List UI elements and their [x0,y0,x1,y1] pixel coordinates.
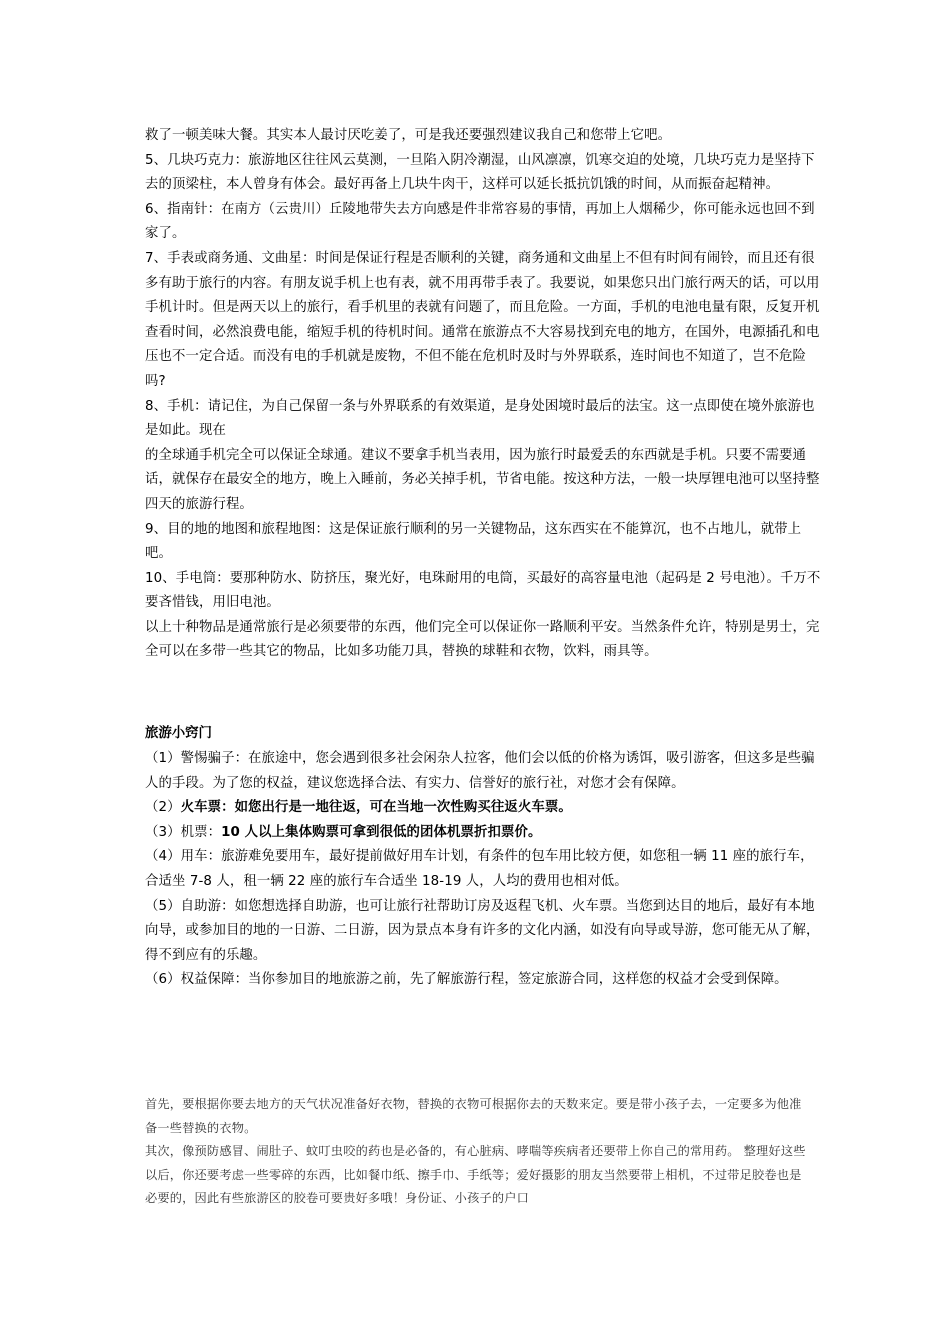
paragraph-item-maps: 9、目的地的地图和旅程地图：这是保证旅行顺利的另一关键物品，这东西实在不能算沉，也不占地儿，就带上吧。 [145,521,802,562]
paragraph-item-phone: 8、手机：请记住，为自己保留一条与外界联系的有效渠道，是身处困境时最后的法宝。这一点即使在境外旅游也是如此。现在 [145,398,815,439]
tip-train-text: 火车票：如您出行是一地往返，可在当地一次性购买往返火车票。 [180,800,572,816]
preparation-section [145,1093,810,1211]
tip-label: （3）机票： [145,824,222,840]
tip-air-text: 10 人以上集体购票可拿到很低的团体机票折扣票价。 [221,824,542,840]
paragraph-item-flashlight: 10、手电筒：要那种防水、防挤压，聚光好，电珠耐用的电筒，买最好的高容量电池（起码是 2 号电池）。千万不要吝惜钱，用旧电池。 [145,570,821,611]
tip-rights: （6）权益保障：当你参加目的地旅游之前，先了解旅游行程，签定旅游合同，这样您的权益才会受到保障。 [145,972,788,988]
tip-scams: （1）警惕骗子：在旅途中，您会遇到很多社会闲杂人拉客，他们会以低的价格为诱饵，吸引游客，但这多是些骗人的手段。为了您的权益，建议您选择合法、有实力、信誉好的旅行社，对您才会有保障。 [145,751,815,791]
paragraph-summary: 以上十种物品是通常旅行是必须要带的东西，他们完全可以保证你一路顺利平安。当然条件允许，特别是男士，完全可以在多带一些其它的物品，比如多功能刀具，替换的球鞋和衣物，饮料，雨具等。 [145,619,820,660]
tip-number: （2） [145,800,181,816]
paragraph-clothing: 首先，要根据你要去地方的天气状况准备好衣物，替换的衣物可根据你去的天数来定。要是带小孩子去，一定要多为他准备一些替换的衣物。 [145,1097,802,1135]
paragraph-item-watch: 7、手表或商务通、文曲星：时间是保证行程是否顺利的关键，商务通和文曲星上不但有时间有闹铃，而且还有很多有助于旅行的内容。有朋友说手机上也有表，就不用再带手表了。我要说，如果您只出门旅行两天的话，可以用手机计时。但是两天以上的旅行，看手机里的表就有问题了，而且危险。一方面，手机的电池电量有限，反复开机查看时间，必然浪费电能，缩短手机的待机时间。通常在旅游点不大容易找到充电的地方，在国外，电源插孔和电压也不一定合适。而没有电的手机就是废物，不但不能在危机时及时与外界联系，连时间也不知道了，岂不危险吗? [145,250,820,389]
travel-tips-section [145,747,825,993]
packing-list-section [145,124,825,665]
tip-train-tickets [145,796,825,821]
paragraph-item-phone-continued: 的全球通手机完全可以保证全球通。建议不要拿手机当表用，因为旅行时最爱丢的东西就是手机。只要不需要通话，就保存在最安全的地方，晚上入睡前，务必关掉手机，节省电能。按这种方法，一般一块厚锂电池可以坚持整四天的旅游行程。 [145,447,820,512]
tip-self-guided: （5）自助游：如您想选择自助游，也可让旅行社帮助订房及返程飞机、火车票。当您到达目的地后，最好有本地向导，或参加目的地的一日游、二日游，因为景点本身有许多的文化内涵，如没有向导或导游，您可能无从了解，得不到应有的乐趣。 [145,898,820,963]
tip-vehicle: （4）用车：旅游难免要用车，最好提前做好用车计划，有条件的包车用比较方便，如您租一辆 11 座的旅行车，合适坐 7-8 人，租一辆 22 座的旅行车合适坐 18-19 人，人均的费用也相对低。 [145,849,814,889]
section-heading-travel-tips: 旅游小窍门 [145,726,212,741]
paragraph-ginger-end: 救了一顿美味大餐。其实本人最讨厌吃姜了，可是我还要强烈建议我自己和您带上它吧。 [145,128,672,143]
tip-air-tickets [145,821,825,846]
paragraph-item-compass: 6、指南针：在南方（云贵川）丘陵地带失去方向感是件非常容易的事情，再加上人烟稀少，你可能永远也回不到家了。 [145,201,815,242]
paragraph-item-chocolate: 5、几块巧克力：旅游地区往往风云莫测，一旦陷入阴冷潮湿，山风凛凛，饥寒交迫的处境，几块巧克力是坚持下去的顶梁柱，本人曾身有体会。最好再备上几块牛肉干，这样可以延长抵抗饥饿的时间，从而振奋起精神。 [145,152,815,193]
paragraph-medicine-items: 其次，像预防感冒、闹肚子、蚊叮虫咬的药也是必备的，有心脏病、哮喘等疾病者还要带上你自己的常用药。 整理好这些以后，你还要考虑一些零碎的东西，比如餐巾纸、擦手巾、手纸等；爱好摄影的朋友当然要带上相机，不过带足胶卷也是必要的，因此有些旅游区的胶卷可要贵好多哦！身份证、小孩子的户口 [145,1144,806,1206]
